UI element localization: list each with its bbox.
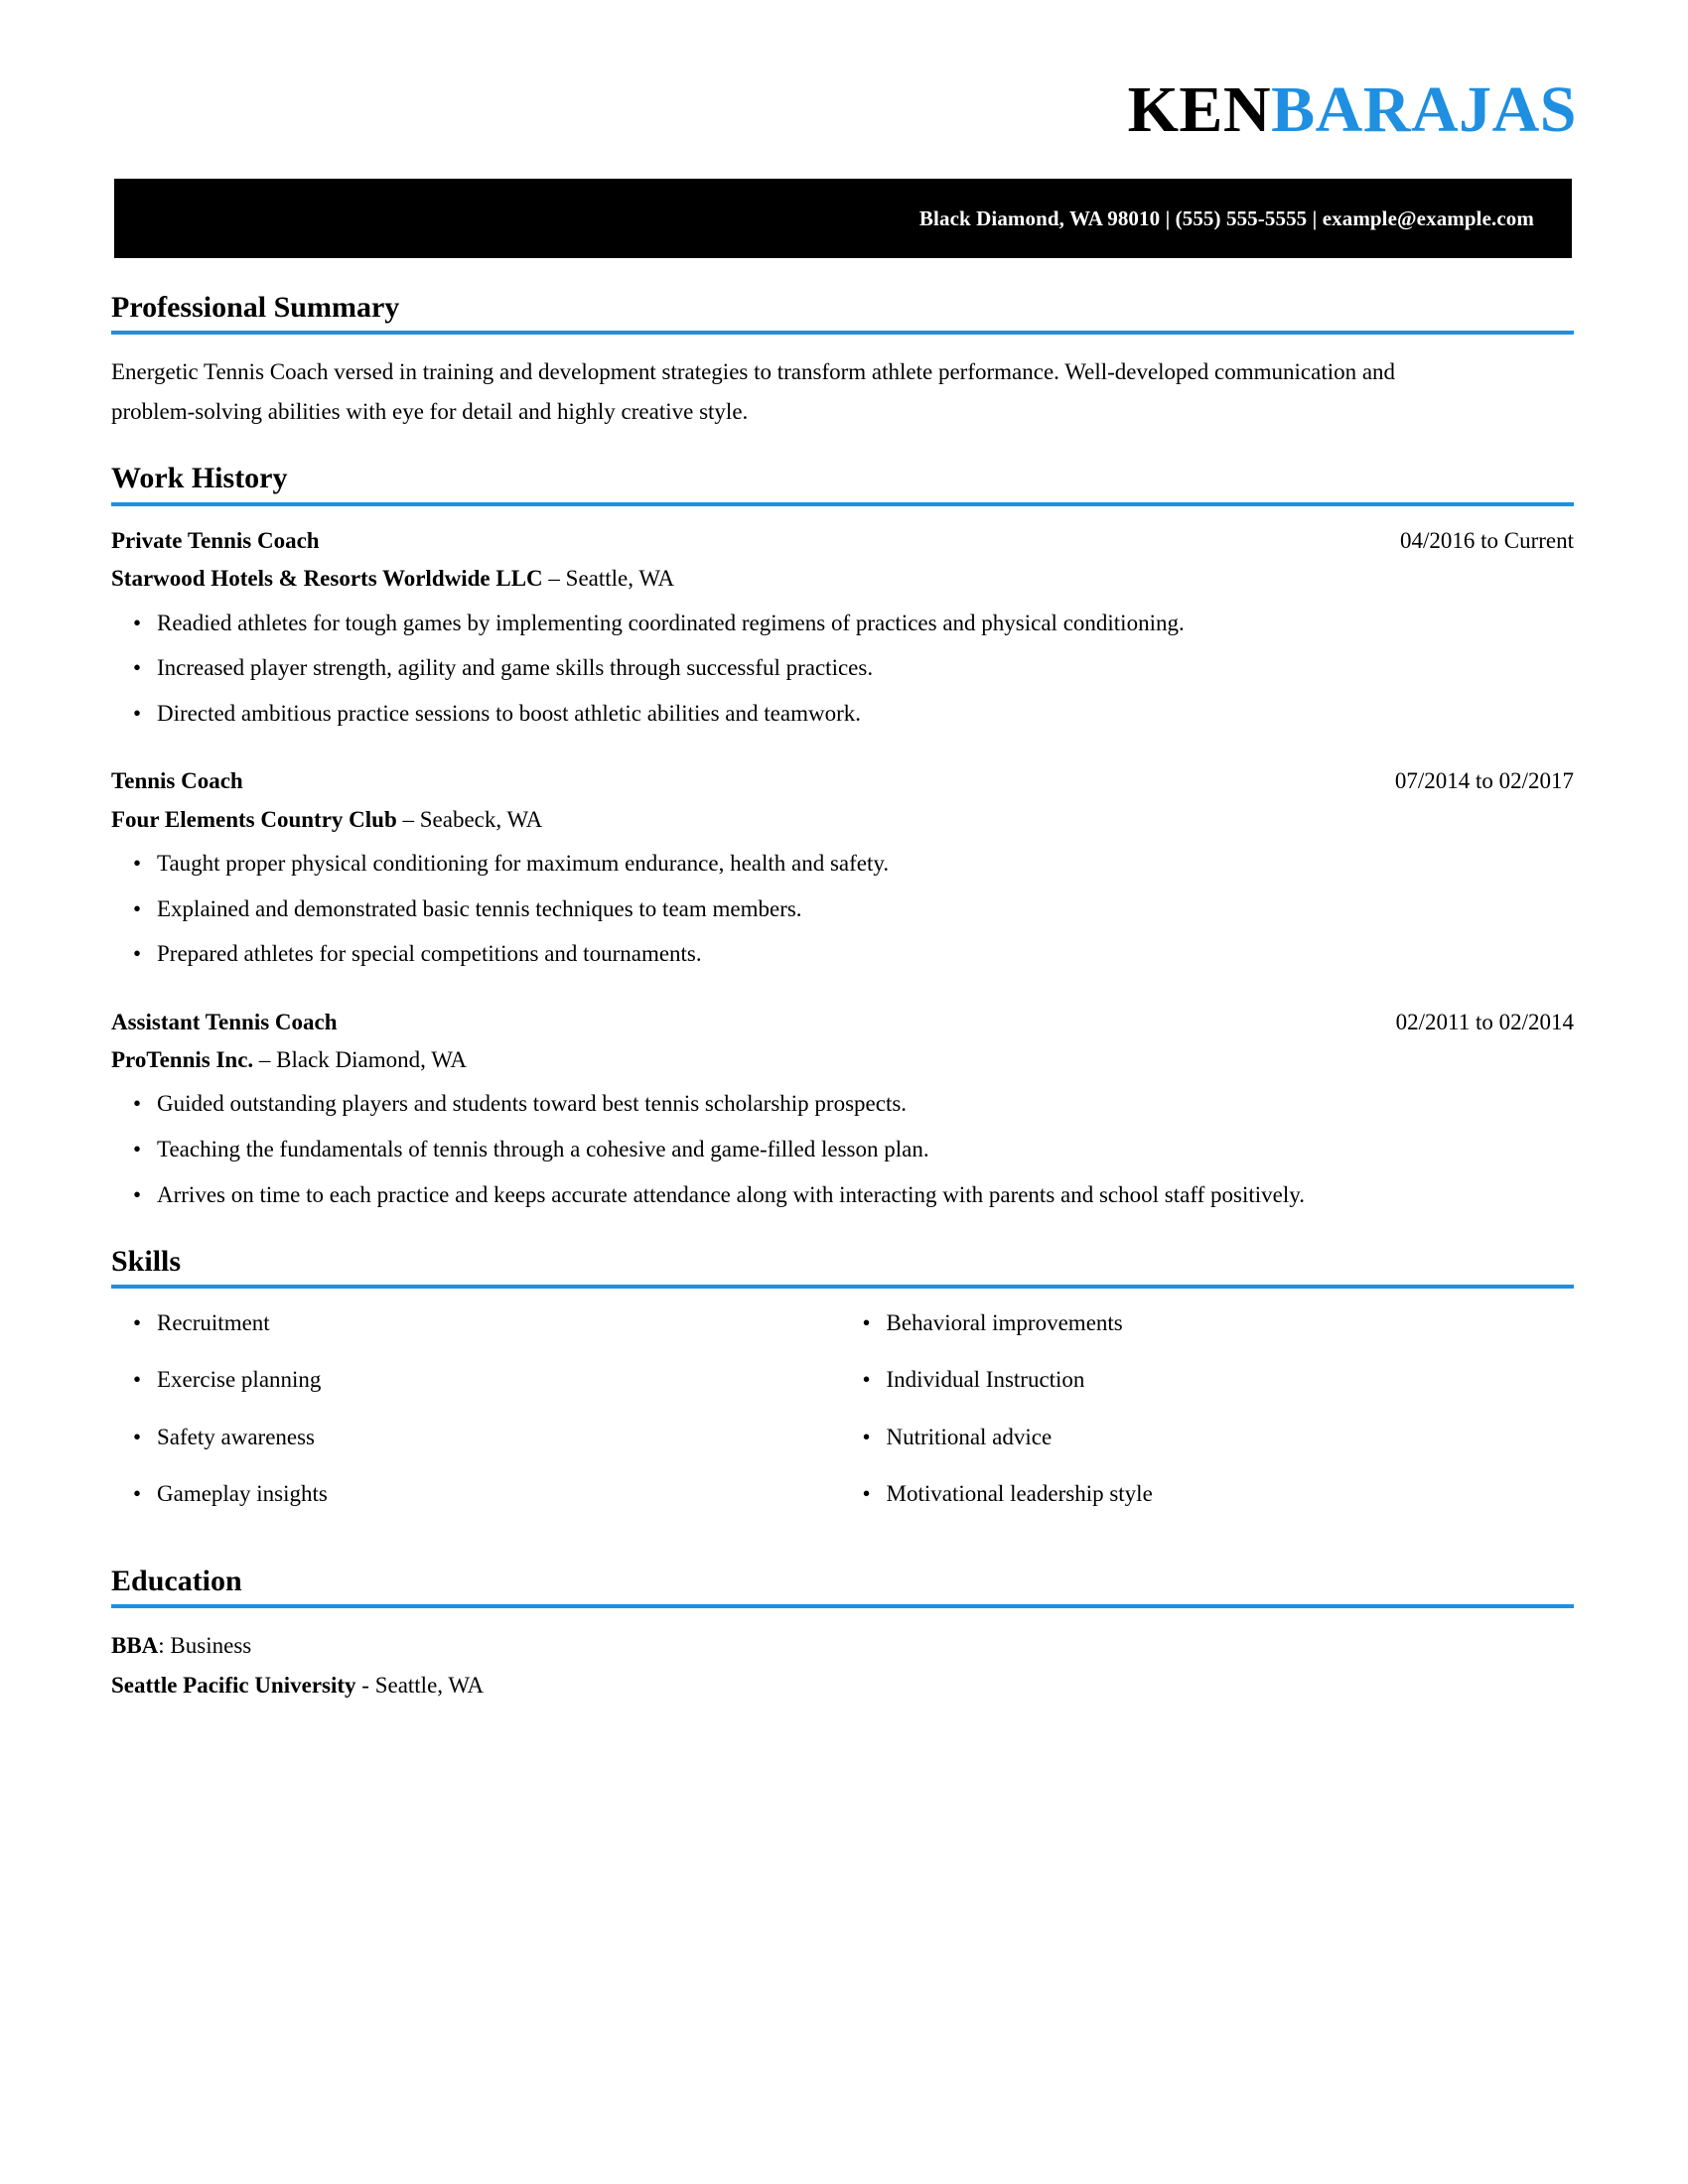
job-bullet: • Prepared athletes for special competitions and tournaments.	[111, 934, 1402, 974]
job-company-line	[111, 801, 1574, 838]
section-rule	[111, 502, 1574, 506]
candidate-name	[111, 73, 1577, 146]
section-skills	[111, 1244, 1574, 1534]
degree-abbreviation: BBA	[111, 1632, 159, 1658]
resume-body	[0, 290, 1688, 1705]
job-dates: 02/2011 to 02/2014	[1395, 1009, 1574, 1034]
section-title-education: Education	[111, 1564, 242, 1597]
job-bullet-list	[111, 844, 1574, 974]
job-location: – Seattle, WA	[542, 566, 675, 592]
skill-item: • Nutritional advice	[843, 1421, 1575, 1454]
school-location: - Seattle, WA	[355, 1672, 485, 1698]
section-rule	[111, 1604, 1574, 1608]
skills-column-right	[843, 1306, 1575, 1533]
job-bullet-list	[111, 1084, 1574, 1214]
section-work-history	[111, 461, 1574, 1214]
last-name: BARAJAS	[1271, 73, 1577, 146]
job-bullet: • Taught proper physical conditioning for maximum endurance, health and safety.	[111, 844, 1402, 884]
skill-item: • Safety awareness	[111, 1421, 843, 1454]
skill-item: • Motivational leadership style	[843, 1477, 1575, 1511]
section-title-skills: Skills	[111, 1245, 182, 1279]
skill-item: • Gameplay insights	[111, 1477, 843, 1511]
work-entry	[111, 764, 1574, 973]
work-entry	[111, 524, 1574, 733]
job-dates: 07/2014 to 02/2017	[1394, 768, 1574, 794]
section-education	[111, 1564, 1574, 1705]
skills-column-left	[111, 1306, 843, 1533]
education-school-line	[111, 1666, 1574, 1706]
job-title: Assistant Tennis Coach	[111, 1009, 338, 1034]
work-entry	[111, 1006, 1574, 1214]
skill-item: • Individual Instruction	[843, 1363, 1575, 1397]
job-organization: ProTennis Inc.	[111, 1047, 254, 1073]
job-dates: 04/2016 to Current	[1399, 527, 1574, 553]
job-bullet-list	[111, 604, 1574, 734]
skills-columns	[111, 1306, 1574, 1533]
section-rule	[111, 1285, 1574, 1289]
skills-list	[843, 1306, 1575, 1510]
job-company-line	[111, 560, 1574, 597]
job-location: – Black Diamond, WA	[253, 1047, 468, 1073]
section-title-summary: Professional Summary	[111, 291, 400, 324]
job-organization: Four Elements Country Club	[111, 806, 397, 832]
section-professional-summary	[111, 290, 1574, 431]
job-company-line	[111, 1041, 1574, 1078]
job-bullet: • Explained and demonstrated basic tennis techniques to team members.	[111, 889, 1402, 929]
degree-field: : Business	[158, 1632, 252, 1658]
job-bullet: • Directed ambitious practice sessions to boost athletic abilities and teamwork.	[111, 694, 1402, 734]
contact-bar	[114, 179, 1572, 258]
job-location: – Seabeck, WA	[396, 806, 543, 832]
job-title: Tennis Coach	[111, 768, 243, 794]
skills-list	[111, 1306, 843, 1510]
skill-item: • Exercise planning	[111, 1363, 843, 1397]
school-name: Seattle Pacific University	[111, 1672, 356, 1698]
work-entry-heading	[111, 1006, 1574, 1040]
job-bullet: • Arrives on time to each practice and keeps accurate attendance along with interacting with parents and school staff positively.	[111, 1175, 1402, 1215]
job-bullet: • Readied athletes for tough games by implementing coordinated regimens of practices and physical conditioning.	[111, 604, 1402, 643]
work-entry-heading	[111, 764, 1574, 799]
section-title-work-history: Work History	[111, 462, 288, 495]
work-entry-heading	[111, 524, 1574, 559]
job-bullet: • Teaching the fundamentals of tennis through a cohesive and game-filled lesson plan.	[111, 1130, 1402, 1169]
skill-item: • Recruitment	[111, 1306, 843, 1340]
name-header	[0, 0, 1688, 146]
summary-paragraph: Energetic Tennis Coach versed in training and development strategies to transform athlete performance. Well-developed communication and problem-solving abilities with eye for detail and highly creative style.	[111, 359, 1396, 424]
job-bullet: • Guided outstanding players and students toward best tennis scholarship prospects.	[111, 1084, 1402, 1124]
first-name: KEN	[1127, 73, 1272, 146]
education-degree-line	[111, 1626, 1574, 1666]
skill-item: • Behavioral improvements	[843, 1306, 1575, 1340]
job-title: Private Tennis Coach	[111, 527, 320, 553]
contact-line: Black Diamond, WA 98010 | (555) 555-5555 | example@example.com	[918, 205, 1534, 230]
section-rule	[111, 331, 1574, 335]
job-organization: Starwood Hotels & Resorts Worldwide LLC	[111, 566, 543, 592]
job-bullet: • Increased player strength, agility and game skills through successful practices.	[111, 648, 1402, 688]
